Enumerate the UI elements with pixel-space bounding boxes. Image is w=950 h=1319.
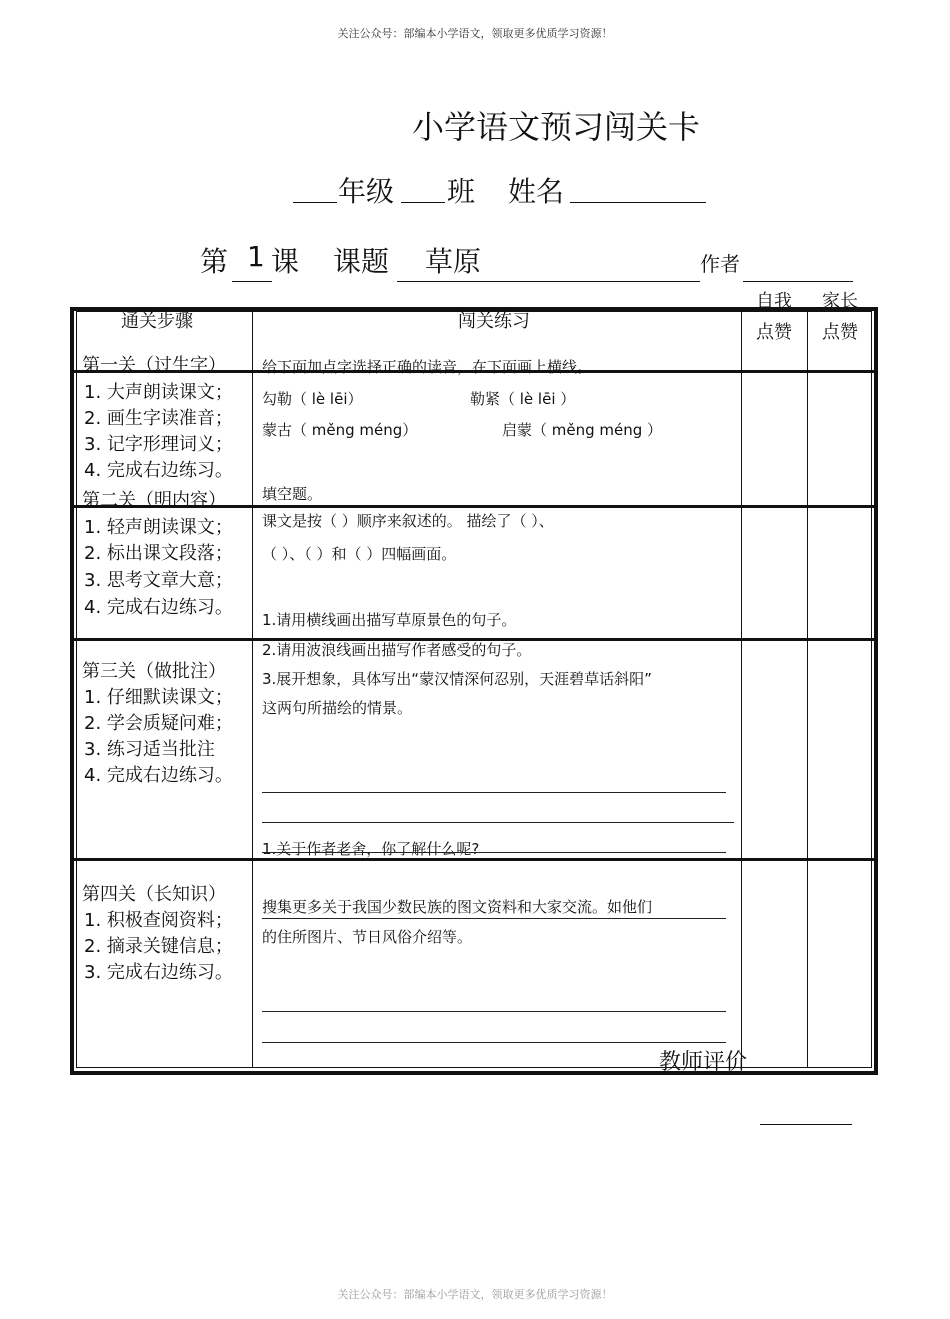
exercise-3-question: 2.请用波浪线画出描写作者感受的句子。 xyxy=(262,641,532,659)
stage-1-item: 3. 记字形理词义； xyxy=(84,434,233,455)
exercise-5-text: 搜集更多关于我国少数民族的图文资料和大家交流。如他们 xyxy=(262,898,653,916)
topic-label: 课题 xyxy=(333,245,390,278)
answer-line[interactable] xyxy=(262,792,726,793)
author-blank[interactable] xyxy=(743,281,853,282)
stage-4-item: 2. 摘录关键信息； xyxy=(84,936,233,957)
col-divider-self xyxy=(807,311,808,1068)
page-title: 小学语文预习闯关卡 xyxy=(412,108,701,146)
exercise-4-question: 1.关于作者老舍，你了解什么呢? xyxy=(262,840,480,858)
stage-4-title: 第四关（长知识） xyxy=(82,884,226,905)
stage-1-item: 4. 完成右边练习。 xyxy=(84,460,233,481)
author-label: 作者 xyxy=(700,252,740,276)
lesson-number-underline xyxy=(232,281,272,282)
grade-blank[interactable] xyxy=(293,202,337,203)
answer-line[interactable] xyxy=(262,1011,726,1012)
stage-2-title: 第二关（明内容） xyxy=(82,490,226,511)
col-header-parent-2: 点赞 xyxy=(822,322,858,343)
col-header-self-1: 自我 xyxy=(756,291,792,312)
col-header-steps: 通关步骤 xyxy=(121,311,193,332)
answer-line[interactable] xyxy=(262,1042,726,1043)
name-blank[interactable] xyxy=(570,202,706,203)
lesson-number: 1 xyxy=(247,240,265,273)
stage-1-item: 1. 大声朗读课文； xyxy=(84,382,233,403)
teacher-eval-label: 教师评价 xyxy=(659,1050,748,1075)
exercise-5-text: 的住所图片、节日风俗介绍等。 xyxy=(262,928,473,946)
answer-line[interactable] xyxy=(262,852,726,853)
lesson-topic: 草原 xyxy=(425,245,482,278)
name-label: 姓名 xyxy=(508,175,565,208)
exercise-1-word: 启蒙（ měng méng ） xyxy=(502,421,663,439)
stage-1-title: 第一关（过生字） xyxy=(82,355,226,376)
lesson-suffix: 课 xyxy=(271,245,300,278)
stage-3-item: 1. 仔细默读课文； xyxy=(84,687,233,708)
col-header-self-2: 点赞 xyxy=(756,322,792,343)
stage-4-item: 1. 积极查阅资料； xyxy=(84,910,233,931)
class-label: 班 xyxy=(447,175,476,208)
stage-3-item: 4. 完成右边练习。 xyxy=(84,765,233,786)
footer-note: 关注公众号：部编本小学语文，领取更多优质学习资源！ xyxy=(337,1288,613,1301)
exercise-1-instruction: 给下面加点字选择正确的读音，在下面画上横线。 xyxy=(262,358,593,376)
answer-line[interactable] xyxy=(262,918,726,919)
stage-2-item: 3. 思考文章大意； xyxy=(84,570,233,591)
exercise-3-question: 3.展开想象，具体写出“蒙汉情深何忍别，天涯碧草话斜阳” xyxy=(262,670,652,688)
stage-2-item: 2. 标出课文段落； xyxy=(84,543,233,564)
stage-4-item: 3. 完成右边练习。 xyxy=(84,962,233,983)
stage-3-item: 3. 练习适当批注 xyxy=(84,739,215,760)
grade-label: 年级 xyxy=(338,175,395,208)
answer-line[interactable] xyxy=(262,822,734,823)
exercise-3-question: 1.请用横线画出描写草原景色的句子。 xyxy=(262,611,517,629)
stage-3-item: 2. 学会质疑问难； xyxy=(84,713,233,734)
col-header-parent-1: 家长 xyxy=(822,291,858,312)
exercise-2-label: 填空题。 xyxy=(262,485,323,503)
exercise-1-word: 勾勒（ lè lēi） xyxy=(262,390,363,408)
exercise-1-word: 蒙古（ měng méng） xyxy=(262,421,418,439)
topic-underline xyxy=(397,281,700,282)
header-note: 关注公众号：部编本小学语文，领取更多优质学习资源！ xyxy=(337,27,613,40)
stage-3-title: 第三关（做批注） xyxy=(82,661,226,682)
col-divider-practice xyxy=(741,311,742,1068)
exercise-3-question-cont: 这两句所描绘的情景。 xyxy=(262,699,413,717)
exercise-2-fill-line: 课文是按（ ）顺序来叙述的。 描绘了（ ）、 xyxy=(262,512,554,530)
exercise-2-fill-line: （ ）、（ ）和（ ）四幅画面。 xyxy=(262,545,457,563)
class-blank[interactable] xyxy=(401,202,445,203)
col-header-practice: 闯关练习 xyxy=(458,311,530,332)
lesson-prefix: 第 xyxy=(200,245,229,278)
teacher-eval-blank[interactable] xyxy=(760,1124,852,1125)
stage-1-item: 2. 画生字读准音； xyxy=(84,408,233,429)
stage-2-item: 4. 完成右边练习。 xyxy=(84,597,233,618)
col-divider-steps xyxy=(252,311,253,1068)
stage-2-item: 1. 轻声朗读课文； xyxy=(84,517,233,538)
exercise-1-word: 勒紧（ lè lēi ） xyxy=(470,390,576,408)
